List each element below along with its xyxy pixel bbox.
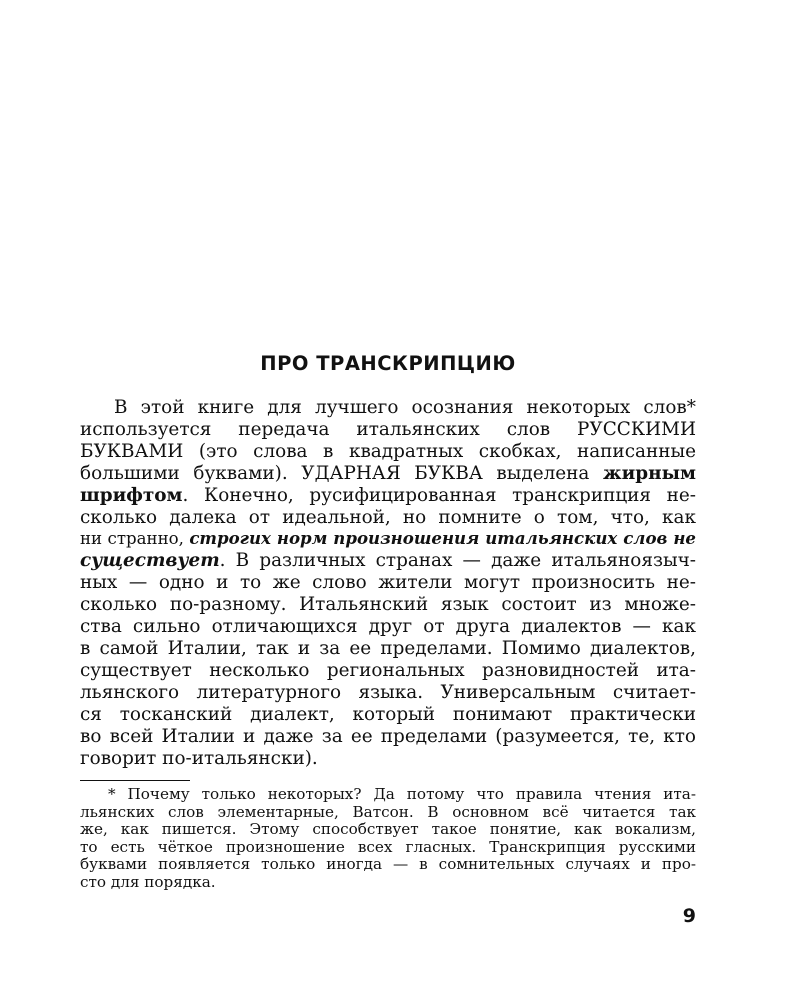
text-span: льянских слов элементарные, Ватсон. В основном всё читается так <box>80 802 696 821</box>
footnote-line <box>80 821 696 839</box>
text-line <box>80 704 696 726</box>
text-line <box>80 572 696 594</box>
text-line <box>80 682 696 704</box>
text-line <box>80 726 696 748</box>
text-line <box>80 748 696 770</box>
footnote-line <box>80 786 696 804</box>
text-line <box>80 638 696 660</box>
text-span: льянского литературного языка. Универсальным считает- <box>80 681 696 703</box>
text-span: используется передача итальянских слов РУССКИМИ <box>80 418 696 440</box>
footnote-line <box>80 804 696 822</box>
text-span: В этой книге для лучшего осознания некоторых слов* <box>114 397 696 418</box>
footnote-divider <box>80 780 190 781</box>
text-line <box>80 485 696 507</box>
text-span: то есть чёткое произношение всех гласных. Транскрипция русскими <box>80 837 696 856</box>
text-span: ства сильно отличающихся друг от друга диалектов — как <box>80 616 696 638</box>
text-line <box>80 507 696 529</box>
text-line <box>80 550 696 572</box>
text-span: же, как пишется. Этому способствует такое понятие, как вокализм, <box>80 820 696 839</box>
bold-italic-emphasis: существует <box>80 550 220 572</box>
text-line <box>80 397 696 419</box>
bold-emphasis: жирным <box>603 462 696 484</box>
text-span: говорит по-итальянски). <box>80 747 318 769</box>
text-line <box>80 441 696 463</box>
text-line <box>80 419 696 441</box>
text-span: ся тосканский диалект, который понимают практически <box>80 703 696 725</box>
text-span: большими буквами). УДАРНАЯ БУКВА выделена <box>80 462 590 484</box>
text-span: ных — одно и то же слово жители могут произносить не- <box>80 572 696 594</box>
text-span: во всей Италии и даже за ее пределами (разумеется, те, кто <box>80 725 696 747</box>
page-number: 9 <box>682 905 696 927</box>
section-heading: ПРО ТРАНСКРИПЦИЮ <box>260 352 516 375</box>
footnote-line <box>80 839 696 857</box>
text-span: сколько по-разному. Итальянский язык состоит из множе- <box>80 594 696 616</box>
footnote <box>80 786 696 892</box>
text-span: сколько далека от идеальной, но помните о том, что, как <box>80 506 696 528</box>
text-span: в самой Италии, так и за ее пределами. Помимо диалектов, <box>80 637 696 659</box>
text-span: . Конечно, русифицированная транскрипция не- <box>182 484 696 506</box>
main-text <box>80 397 696 769</box>
footnote-line <box>80 874 696 892</box>
text-span: БУКВАМИ (это слова в квадратных скобках, написанные <box>80 440 696 462</box>
text-line <box>80 616 696 638</box>
text-line <box>80 660 696 682</box>
bold-emphasis: шрифтом <box>80 484 183 506</box>
text-line <box>80 528 696 550</box>
text-line <box>80 463 696 485</box>
text-span: * Почему только некоторых? Да потому что правила чтения ита- <box>108 785 696 803</box>
text-span: буквами появляется только иногда — в сомнительных случаях и про- <box>80 855 696 874</box>
text-span: ни странно, <box>80 529 184 549</box>
footnote-line <box>80 856 696 874</box>
text-span: существует несколько региональных разновидностей ита- <box>80 659 696 681</box>
text-span: сто для порядка. <box>80 872 216 891</box>
text-span: . В различных странах — даже итальяноязыч- <box>219 550 696 572</box>
text-line <box>80 594 696 616</box>
bold-italic-emphasis: строгих норм произношения итальянских слов не <box>189 528 696 549</box>
